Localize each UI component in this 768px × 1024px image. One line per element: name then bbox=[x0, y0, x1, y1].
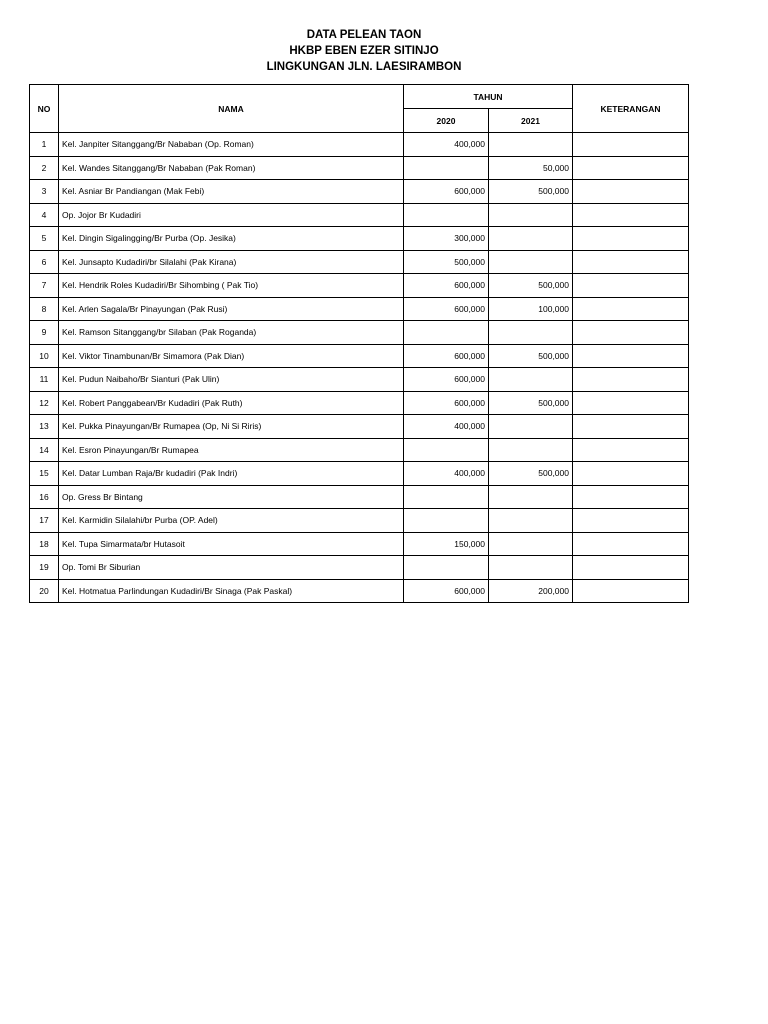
row-number: 6 bbox=[30, 250, 59, 274]
table-body bbox=[30, 133, 689, 603]
row-amount-2020: 500,000 bbox=[404, 250, 489, 274]
header-nama: NAMA bbox=[59, 85, 404, 133]
row-number: 8 bbox=[30, 297, 59, 321]
row-amount-2020 bbox=[404, 556, 489, 580]
row-number: 16 bbox=[30, 485, 59, 509]
row-number: 17 bbox=[30, 509, 59, 533]
row-keterangan bbox=[573, 297, 689, 321]
row-number: 9 bbox=[30, 321, 59, 345]
table-row bbox=[30, 438, 689, 462]
row-amount-2020 bbox=[404, 156, 489, 180]
table-row bbox=[30, 391, 689, 415]
row-amount-2020: 600,000 bbox=[404, 344, 489, 368]
row-number: 19 bbox=[30, 556, 59, 580]
row-amount-2020: 400,000 bbox=[404, 133, 489, 157]
row-name: Op. Gress Br Bintang bbox=[59, 485, 404, 509]
header-year-2020: 2020 bbox=[404, 109, 489, 133]
header-tahun: TAHUN bbox=[404, 85, 573, 109]
table-row bbox=[30, 556, 689, 580]
row-name: Kel. Pukka Pinayungan/Br Rumapea (Op, Ni Si Riris) bbox=[59, 415, 404, 439]
row-amount-2021 bbox=[489, 438, 573, 462]
row-number: 12 bbox=[30, 391, 59, 415]
row-amount-2020: 600,000 bbox=[404, 297, 489, 321]
row-name: Kel. Junsapto Kudadiri/br Silalahi (Pak Kirana) bbox=[59, 250, 404, 274]
row-amount-2020: 600,000 bbox=[404, 391, 489, 415]
table-row bbox=[30, 509, 689, 533]
table-row bbox=[30, 180, 689, 204]
row-number: 11 bbox=[30, 368, 59, 392]
table-row bbox=[30, 203, 689, 227]
row-keterangan bbox=[573, 579, 689, 603]
row-number: 14 bbox=[30, 438, 59, 462]
table-row bbox=[30, 227, 689, 251]
row-number: 20 bbox=[30, 579, 59, 603]
row-amount-2020 bbox=[404, 438, 489, 462]
row-name: Kel. Arlen Sagala/Br Pinayungan (Pak Rusi) bbox=[59, 297, 404, 321]
table-row bbox=[30, 485, 689, 509]
row-amount-2021 bbox=[489, 203, 573, 227]
row-keterangan bbox=[573, 438, 689, 462]
row-name: Kel. Hotmatua Parlindungan Kudadiri/Br Sinaga (Pak Paskal) bbox=[59, 579, 404, 603]
row-number: 2 bbox=[30, 156, 59, 180]
row-keterangan bbox=[573, 156, 689, 180]
row-keterangan bbox=[573, 415, 689, 439]
table-row bbox=[30, 321, 689, 345]
row-keterangan bbox=[573, 180, 689, 204]
table-row bbox=[30, 297, 689, 321]
row-name: Kel. Asniar Br Pandiangan (Mak Febi) bbox=[59, 180, 404, 204]
row-keterangan bbox=[573, 368, 689, 392]
row-amount-2020: 150,000 bbox=[404, 532, 489, 556]
row-keterangan bbox=[573, 274, 689, 298]
row-amount-2021: 200,000 bbox=[489, 579, 573, 603]
row-keterangan bbox=[573, 227, 689, 251]
title-line-2: HKBP EBEN EZER SITINJO bbox=[289, 45, 439, 57]
row-amount-2021: 100,000 bbox=[489, 297, 573, 321]
row-keterangan bbox=[573, 462, 689, 486]
row-keterangan bbox=[573, 344, 689, 368]
row-amount-2021 bbox=[489, 133, 573, 157]
row-number: 5 bbox=[30, 227, 59, 251]
row-keterangan bbox=[573, 532, 689, 556]
document-title-block bbox=[0, 27, 728, 75]
row-amount-2021 bbox=[489, 415, 573, 439]
row-name: Kel. Hendrik Roles Kudadiri/Br Sihombing ( Pak Tio) bbox=[59, 274, 404, 298]
row-keterangan bbox=[573, 321, 689, 345]
row-amount-2021 bbox=[489, 532, 573, 556]
row-amount-2020: 400,000 bbox=[404, 415, 489, 439]
table-row bbox=[30, 462, 689, 486]
row-amount-2020 bbox=[404, 485, 489, 509]
row-amount-2020: 600,000 bbox=[404, 368, 489, 392]
row-name: Kel. Karmidin Silalahi/br Purba (OP. Adel) bbox=[59, 509, 404, 533]
row-keterangan bbox=[573, 203, 689, 227]
row-keterangan bbox=[573, 250, 689, 274]
row-number: 18 bbox=[30, 532, 59, 556]
row-name: Op. Tomi Br Siburian bbox=[59, 556, 404, 580]
title-line-3: LINGKUNGAN JLN. LAESIRAMBON bbox=[266, 61, 462, 73]
row-keterangan bbox=[573, 391, 689, 415]
row-keterangan bbox=[573, 509, 689, 533]
row-amount-2021: 500,000 bbox=[489, 180, 573, 204]
row-number: 7 bbox=[30, 274, 59, 298]
row-number: 15 bbox=[30, 462, 59, 486]
table-row bbox=[30, 250, 689, 274]
row-name: Kel. Esron Pinayungan/Br Rumapea bbox=[59, 438, 404, 462]
offering-table bbox=[29, 84, 689, 603]
title-line-1: DATA PELEAN TAON bbox=[306, 29, 422, 41]
row-amount-2020 bbox=[404, 203, 489, 227]
row-amount-2020: 600,000 bbox=[404, 579, 489, 603]
row-amount-2020 bbox=[404, 321, 489, 345]
row-name: Op. Jojor Br Kudadiri bbox=[59, 203, 404, 227]
row-number: 1 bbox=[30, 133, 59, 157]
row-amount-2020: 300,000 bbox=[404, 227, 489, 251]
table-row bbox=[30, 274, 689, 298]
row-keterangan bbox=[573, 133, 689, 157]
row-amount-2021 bbox=[489, 509, 573, 533]
row-amount-2021 bbox=[489, 485, 573, 509]
row-name: Kel. Robert Panggabean/Br Kudadiri (Pak Ruth) bbox=[59, 391, 404, 415]
row-amount-2020: 600,000 bbox=[404, 274, 489, 298]
row-amount-2021: 500,000 bbox=[489, 462, 573, 486]
table-row bbox=[30, 344, 689, 368]
row-name: Kel. Tupa Simarmata/br Hutasoit bbox=[59, 532, 404, 556]
table-row bbox=[30, 415, 689, 439]
row-name: Kel. Janpiter Sitanggang/Br Nababan (Op. Roman) bbox=[59, 133, 404, 157]
row-amount-2020: 600,000 bbox=[404, 180, 489, 204]
row-keterangan bbox=[573, 485, 689, 509]
row-number: 10 bbox=[30, 344, 59, 368]
table-row bbox=[30, 156, 689, 180]
table-row bbox=[30, 368, 689, 392]
row-amount-2021 bbox=[489, 368, 573, 392]
row-amount-2020 bbox=[404, 509, 489, 533]
table-row bbox=[30, 133, 689, 157]
table-row bbox=[30, 532, 689, 556]
row-amount-2021: 500,000 bbox=[489, 344, 573, 368]
row-name: Kel. Ramson Sitanggang/br Silaban (Pak Roganda) bbox=[59, 321, 404, 345]
table-row bbox=[30, 579, 689, 603]
row-amount-2021: 500,000 bbox=[489, 274, 573, 298]
row-name: Kel. Pudun Naibaho/Br Sianturi (Pak Ulin) bbox=[59, 368, 404, 392]
row-amount-2020: 400,000 bbox=[404, 462, 489, 486]
row-name: Kel. Datar Lumban Raja/Br kudadiri (Pak Indri) bbox=[59, 462, 404, 486]
row-name: Kel. Dingin Sigalingging/Br Purba (Op. Jesika) bbox=[59, 227, 404, 251]
row-number: 4 bbox=[30, 203, 59, 227]
header-keterangan: KETERANGAN bbox=[573, 85, 689, 133]
row-amount-2021 bbox=[489, 227, 573, 251]
row-name: Kel. Wandes Sitanggang/Br Nababan (Pak Roman) bbox=[59, 156, 404, 180]
row-amount-2021: 500,000 bbox=[489, 391, 573, 415]
header-no: NO bbox=[30, 85, 59, 133]
row-number: 3 bbox=[30, 180, 59, 204]
row-keterangan bbox=[573, 556, 689, 580]
row-amount-2021: 50,000 bbox=[489, 156, 573, 180]
row-amount-2021 bbox=[489, 250, 573, 274]
row-amount-2021 bbox=[489, 321, 573, 345]
header-year-2021: 2021 bbox=[489, 109, 573, 133]
row-name: Kel. Viktor Tinambunan/Br Simamora (Pak Dian) bbox=[59, 344, 404, 368]
row-amount-2021 bbox=[489, 556, 573, 580]
row-number: 13 bbox=[30, 415, 59, 439]
